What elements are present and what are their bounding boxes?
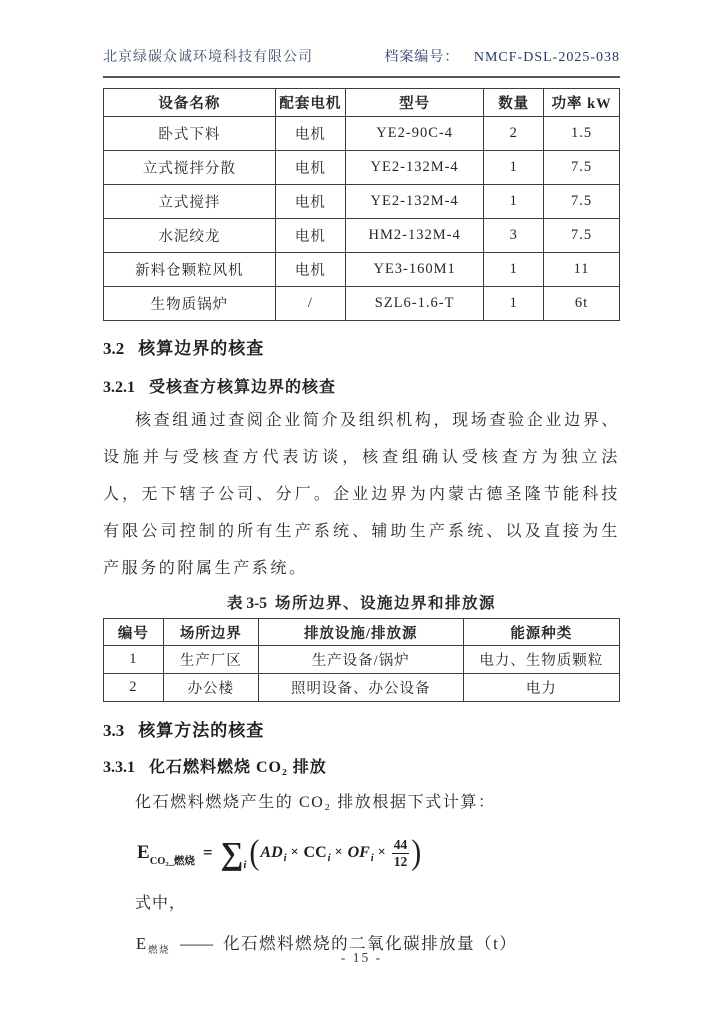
table-cell: 生产厂区 [163, 646, 258, 674]
boundary-paragraph: 核查组通过查阅企业简介及组织机构，现场查验企业边界、设施并与受核查方代表访谈，核查组确认受核查方为独立法人，无下辖子公司、分厂。企业边界为内蒙古德圣隆节能科技有限公司控制的所有生产系统、辅助生产系统、以及直接为生产服务的附属生产系统。 [103, 412, 620, 577]
file-number-label: 档案编号： [384, 50, 460, 65]
table-cell: 1 [484, 253, 544, 287]
fraction-denominator: 12 [393, 853, 408, 869]
formula-term-AD: AD [260, 844, 283, 861]
definition-symbol-subscript: 燃烧 [148, 946, 171, 956]
table-cell: 水泥绞龙 [104, 219, 276, 253]
table-cell: 电机 [275, 253, 345, 287]
table-cell: 生物质锅炉 [104, 287, 276, 321]
table-cell: 1.5 [544, 117, 620, 151]
section-title: 化石燃料燃烧 CO₂ 排放 [149, 759, 327, 776]
table-cell: 照明设备、办公设备 [258, 674, 463, 702]
table-cell: 新料仓颗粒风机 [104, 253, 276, 287]
column-header-id: 编号 [104, 619, 164, 646]
fraction-44-12 [392, 837, 410, 869]
table-row [104, 646, 620, 674]
table-cell: 立式搅拌分散 [104, 151, 276, 185]
section-title: 受核查方核算边界的核查 [149, 379, 337, 396]
definition-dash: —— [180, 934, 214, 953]
table-cell: 6t [544, 287, 620, 321]
table-cell: 立式搅拌 [104, 185, 276, 219]
definition-text: 化石燃料燃烧的二氧化碳排放量（t） [223, 934, 518, 953]
table-cell: SZL6-1.6-T [345, 287, 483, 321]
table-cell: / [275, 287, 345, 321]
equipment-table [103, 88, 620, 321]
table-cell: 3 [484, 219, 544, 253]
table-3-5-caption [103, 591, 620, 613]
file-number-value: NMCF-DSL-2025-038 [473, 50, 620, 65]
multiply-sign: × [290, 845, 299, 860]
column-header-power: 功率 kW [544, 89, 620, 117]
table-row [104, 185, 620, 219]
table-cell: 2 [484, 117, 544, 151]
table-cell: 1 [484, 151, 544, 185]
table-cell: 电力、生物质颗粒 [463, 646, 619, 674]
close-paren: ) [411, 833, 422, 872]
table-cell: 7.5 [544, 185, 620, 219]
column-header-device: 设备名称 [104, 89, 276, 117]
table-row [104, 219, 620, 253]
table-cell: 电机 [275, 219, 345, 253]
column-header-motor: 配套电机 [275, 89, 345, 117]
table-cell: 电机 [275, 151, 345, 185]
sigma-symbol: ∑ [220, 835, 244, 871]
page-number: - 15 - [340, 950, 383, 965]
table-cell: 1 [484, 185, 544, 219]
term-subscript: i [327, 852, 331, 864]
term-subscript: i [370, 852, 374, 864]
section-title: 核算方法的核查 [138, 721, 265, 740]
section-heading-3-3 [103, 716, 620, 741]
section-heading-3-3-1 [103, 754, 620, 777]
co2-combustion-formula [137, 828, 620, 878]
table-row [104, 253, 620, 287]
formula-symbol-E: E [137, 842, 150, 863]
table-cell: 生产设备/锅炉 [258, 646, 463, 674]
column-header-site: 场所边界 [163, 619, 258, 646]
boundary-table [103, 618, 620, 702]
multiply-sign: × [377, 845, 386, 860]
table-cell: YE2-132M-4 [345, 151, 483, 185]
table-cell: YE2-132M-4 [345, 185, 483, 219]
file-number [384, 46, 620, 66]
section-number: 3.2.1 [103, 379, 135, 396]
table-caption-number: 表 3-5 [226, 595, 268, 612]
section-number: 3.3 [103, 721, 125, 740]
column-header-qty: 数量 [484, 89, 544, 117]
document-header [103, 46, 620, 78]
column-header-source: 排放设施/排放源 [258, 619, 463, 646]
section-number: 3.3.1 [103, 759, 135, 776]
section-heading-3-2 [103, 334, 620, 359]
table-cell: 11 [544, 253, 620, 287]
table-row [104, 287, 620, 321]
boundary-table-header-row [104, 619, 620, 646]
table-cell: 办公楼 [163, 674, 258, 702]
table-cell: YE3-160M1 [345, 253, 483, 287]
formula-symbol-subscript: CO₂_燃烧 [149, 855, 195, 867]
equipment-table-header-row [104, 89, 620, 117]
method-paragraph: 化石燃料燃烧产生的 CO₂ 排放根据下式计算： [135, 794, 496, 811]
table-cell: YE2-90C-4 [345, 117, 483, 151]
term-subscript: i [283, 852, 287, 864]
table-row [104, 151, 620, 185]
open-paren: ( [249, 833, 260, 872]
table-cell: 7.5 [544, 219, 620, 253]
table-cell: 1 [104, 646, 164, 674]
table-cell: HM2-132M-4 [345, 219, 483, 253]
table-row [104, 674, 620, 702]
table-cell: 2 [104, 674, 164, 702]
column-header-energy: 能源种类 [463, 619, 619, 646]
table-caption-title: 场所边界、设施边界和排放源 [275, 595, 497, 612]
table-cell: 7.5 [544, 151, 620, 185]
formula-term-CC: CC [303, 844, 327, 861]
sigma-index: i [243, 859, 247, 871]
table-cell: 1 [484, 287, 544, 321]
equals-sign: = [202, 843, 213, 862]
section-number: 3.2 [103, 339, 125, 358]
where-label: 式中， [135, 895, 187, 912]
table-cell: 电机 [275, 185, 345, 219]
section-title: 核算边界的核查 [138, 339, 265, 358]
table-cell: 卧式下料 [104, 117, 276, 151]
section-heading-3-2-1 [103, 374, 620, 397]
column-header-model: 型号 [345, 89, 483, 117]
company-name: 北京绿碳众诚环境科技有限公司 [103, 50, 313, 65]
table-cell: 电机 [275, 117, 345, 151]
table-row [104, 117, 620, 151]
formula-term-OF: OF [347, 844, 370, 861]
table-cell: 电力 [463, 674, 619, 702]
fraction-numerator: 44 [393, 836, 408, 852]
definition-symbol: E [136, 934, 147, 953]
multiply-sign: × [334, 845, 343, 860]
